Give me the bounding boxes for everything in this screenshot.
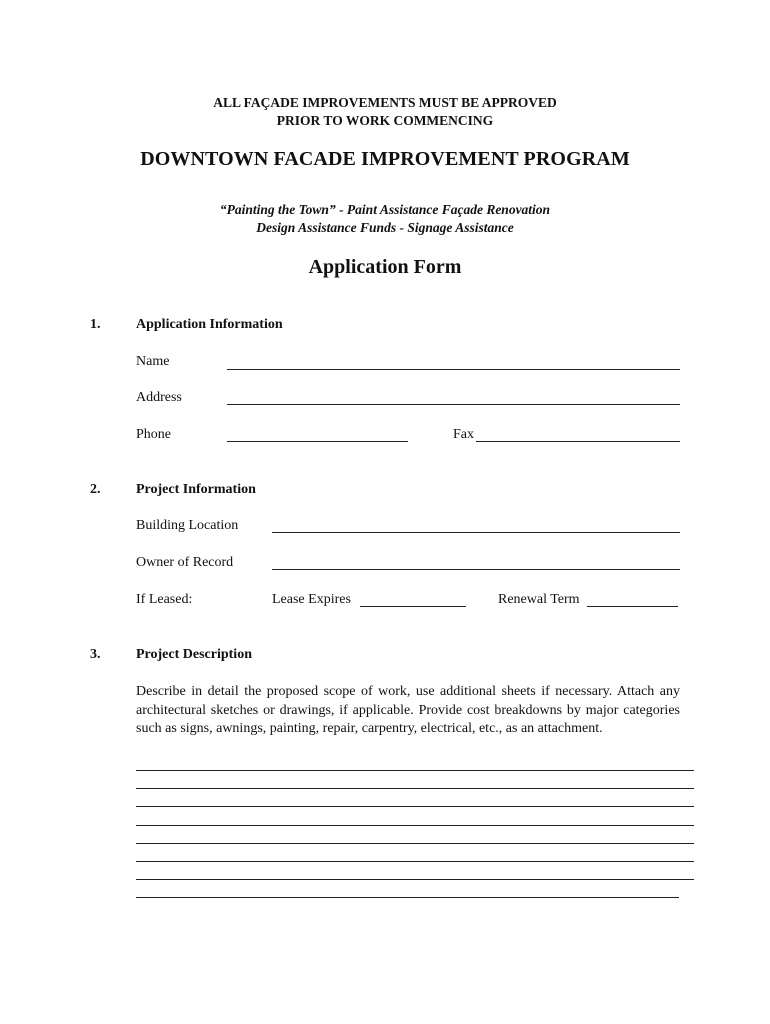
phone-label: Phone (136, 427, 171, 442)
project-description-line[interactable] (136, 897, 679, 898)
form-title: Application Form (308, 256, 462, 278)
approval-notice-line-1: ALL FAÇADE IMPROVEMENTS MUST BE APPROVED (213, 95, 557, 110)
fax-field[interactable] (476, 441, 680, 442)
lease-expires-label: Lease Expires (272, 592, 351, 607)
project-description-line[interactable] (136, 861, 694, 862)
owner-of-record-field[interactable] (272, 569, 680, 570)
project-description-line[interactable] (136, 806, 694, 807)
if-leased-label: If Leased: (136, 592, 193, 607)
approval-notice-line-2: PRIOR TO WORK COMMENCING (276, 113, 494, 128)
renewal-term-field[interactable] (587, 606, 678, 607)
name-field[interactable] (227, 369, 680, 370)
section-2-heading: Project Information (136, 482, 256, 497)
project-description-instructions: Describe in detail the proposed scope of work, use additional sheets if necessary. Attach any architectural sketches or drawings, if applicable. Provide cost breakdowns by major categories such as signs, awnings, painting, repair, carpentry, electrical, etc., as an attachment. (136, 684, 680, 736)
building-location-label: Building Location (136, 518, 239, 533)
renewal-term-label: Renewal Term (498, 592, 580, 607)
phone-field[interactable] (227, 441, 408, 442)
address-field[interactable] (227, 404, 680, 405)
section-1-heading: Application Information (136, 317, 283, 332)
name-label: Name (136, 354, 170, 369)
section-2-number: 2. (90, 482, 101, 497)
program-tagline-line-2: Design Assistance Funds - Signage Assistance (256, 220, 514, 235)
project-description-line[interactable] (136, 879, 694, 880)
owner-of-record-label: Owner of Record (136, 555, 234, 570)
address-label: Address (136, 390, 182, 405)
project-description-line[interactable] (136, 843, 694, 844)
project-description-line[interactable] (136, 770, 694, 771)
fax-label: Fax (453, 427, 474, 442)
program-tagline-line-1: “Painting the Town” - Paint Assistance Façade Renovation (219, 202, 551, 217)
section-3-heading: Project Description (136, 647, 252, 662)
program-title: DOWNTOWN FACADE IMPROVEMENT PROGRAM (140, 148, 630, 170)
lease-expires-field[interactable] (360, 606, 466, 607)
section-3-number: 3. (90, 647, 101, 662)
project-description-line[interactable] (136, 788, 694, 789)
project-description-line[interactable] (136, 825, 694, 826)
building-location-field[interactable] (272, 532, 680, 533)
section-1-number: 1. (90, 317, 101, 332)
